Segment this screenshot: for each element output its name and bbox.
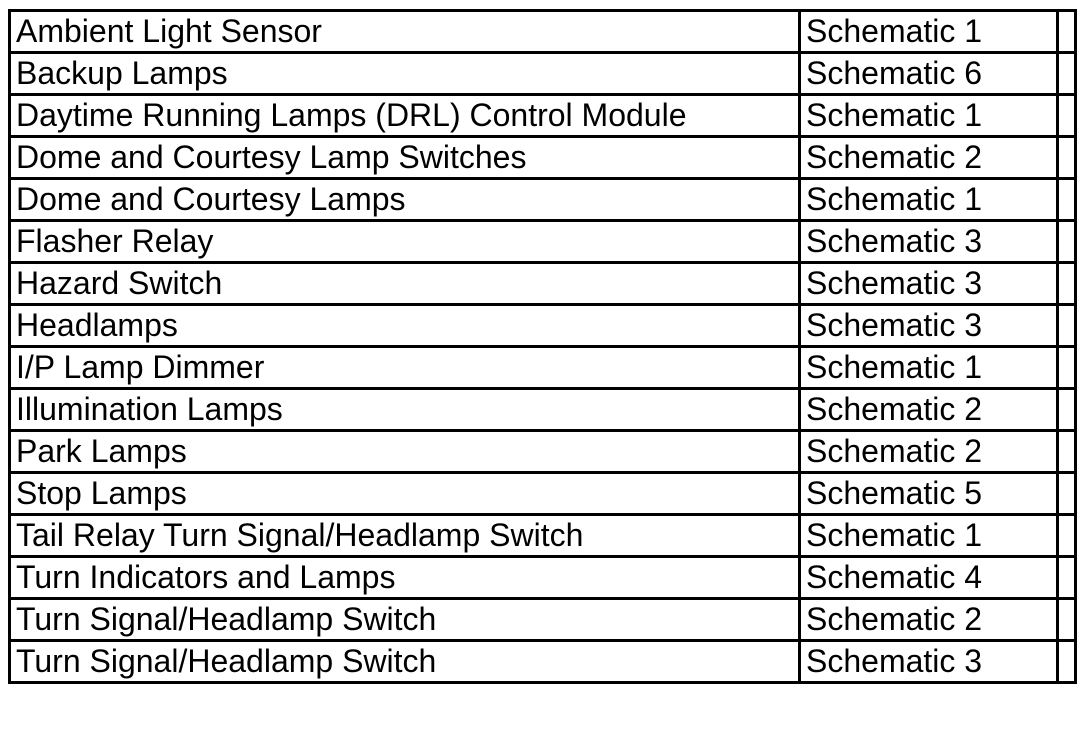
component-cell: Turn Signal/Headlamp Switch [10,641,800,683]
schematic-link[interactable]: Schematic 4 [800,557,1058,599]
blank-cell [1058,473,1076,515]
component-cell: Park Lamps [10,431,800,473]
schematic-link[interactable]: Schematic 3 [800,221,1058,263]
schematic-link[interactable]: Schematic 1 [800,95,1058,137]
blank-cell [1058,263,1076,305]
table-row [10,473,1076,515]
schematic-link[interactable]: Schematic 1 [800,515,1058,557]
schematic-link[interactable]: Schematic 1 [800,11,1058,53]
component-cell: Stop Lamps [10,473,800,515]
table-row [10,599,1076,641]
component-cell: Dome and Courtesy Lamp Switches [10,137,800,179]
table-row [10,347,1076,389]
blank-cell [1058,347,1076,389]
table-row [10,263,1076,305]
table-row [10,221,1076,263]
component-schematic-table [8,9,1077,684]
blank-cell [1058,431,1076,473]
blank-cell [1058,11,1076,53]
component-cell: Turn Indicators and Lamps [10,557,800,599]
component-cell: Turn Signal/Headlamp Switch [10,599,800,641]
schematic-link[interactable]: Schematic 3 [800,263,1058,305]
component-cell: Illumination Lamps [10,389,800,431]
schematic-link[interactable]: Schematic 1 [800,179,1058,221]
table-row [10,641,1076,683]
component-cell: I/P Lamp Dimmer [10,347,800,389]
component-cell: Hazard Switch [10,263,800,305]
blank-cell [1058,53,1076,95]
component-cell: Dome and Courtesy Lamps [10,179,800,221]
blank-cell [1058,95,1076,137]
blank-cell [1058,179,1076,221]
table-row [10,95,1076,137]
component-cell: Ambient Light Sensor [10,11,800,53]
schematic-link[interactable]: Schematic 2 [800,137,1058,179]
component-cell: Daytime Running Lamps (DRL) Control Module [10,95,800,137]
blank-cell [1058,599,1076,641]
table-row [10,557,1076,599]
schematic-link[interactable]: Schematic 6 [800,53,1058,95]
schematic-link[interactable]: Schematic 3 [800,305,1058,347]
blank-cell [1058,221,1076,263]
schematic-link[interactable]: Schematic 1 [800,347,1058,389]
schematic-link[interactable]: Schematic 5 [800,473,1058,515]
table-row [10,11,1076,53]
schematic-link[interactable]: Schematic 2 [800,431,1058,473]
blank-cell [1058,641,1076,683]
schematic-link[interactable]: Schematic 3 [800,641,1058,683]
blank-cell [1058,305,1076,347]
component-cell: Headlamps [10,305,800,347]
table-row [10,431,1076,473]
component-cell: Backup Lamps [10,53,800,95]
table-row [10,515,1076,557]
blank-cell [1058,389,1076,431]
blank-cell [1058,137,1076,179]
schematic-link[interactable]: Schematic 2 [800,389,1058,431]
table-row [10,389,1076,431]
table-row [10,137,1076,179]
component-cell: Flasher Relay [10,221,800,263]
blank-cell [1058,515,1076,557]
blank-cell [1058,557,1076,599]
schematic-link[interactable]: Schematic 2 [800,599,1058,641]
table-row [10,53,1076,95]
component-cell: Tail Relay Turn Signal/Headlamp Switch [10,515,800,557]
table-row [10,179,1076,221]
table-row [10,305,1076,347]
